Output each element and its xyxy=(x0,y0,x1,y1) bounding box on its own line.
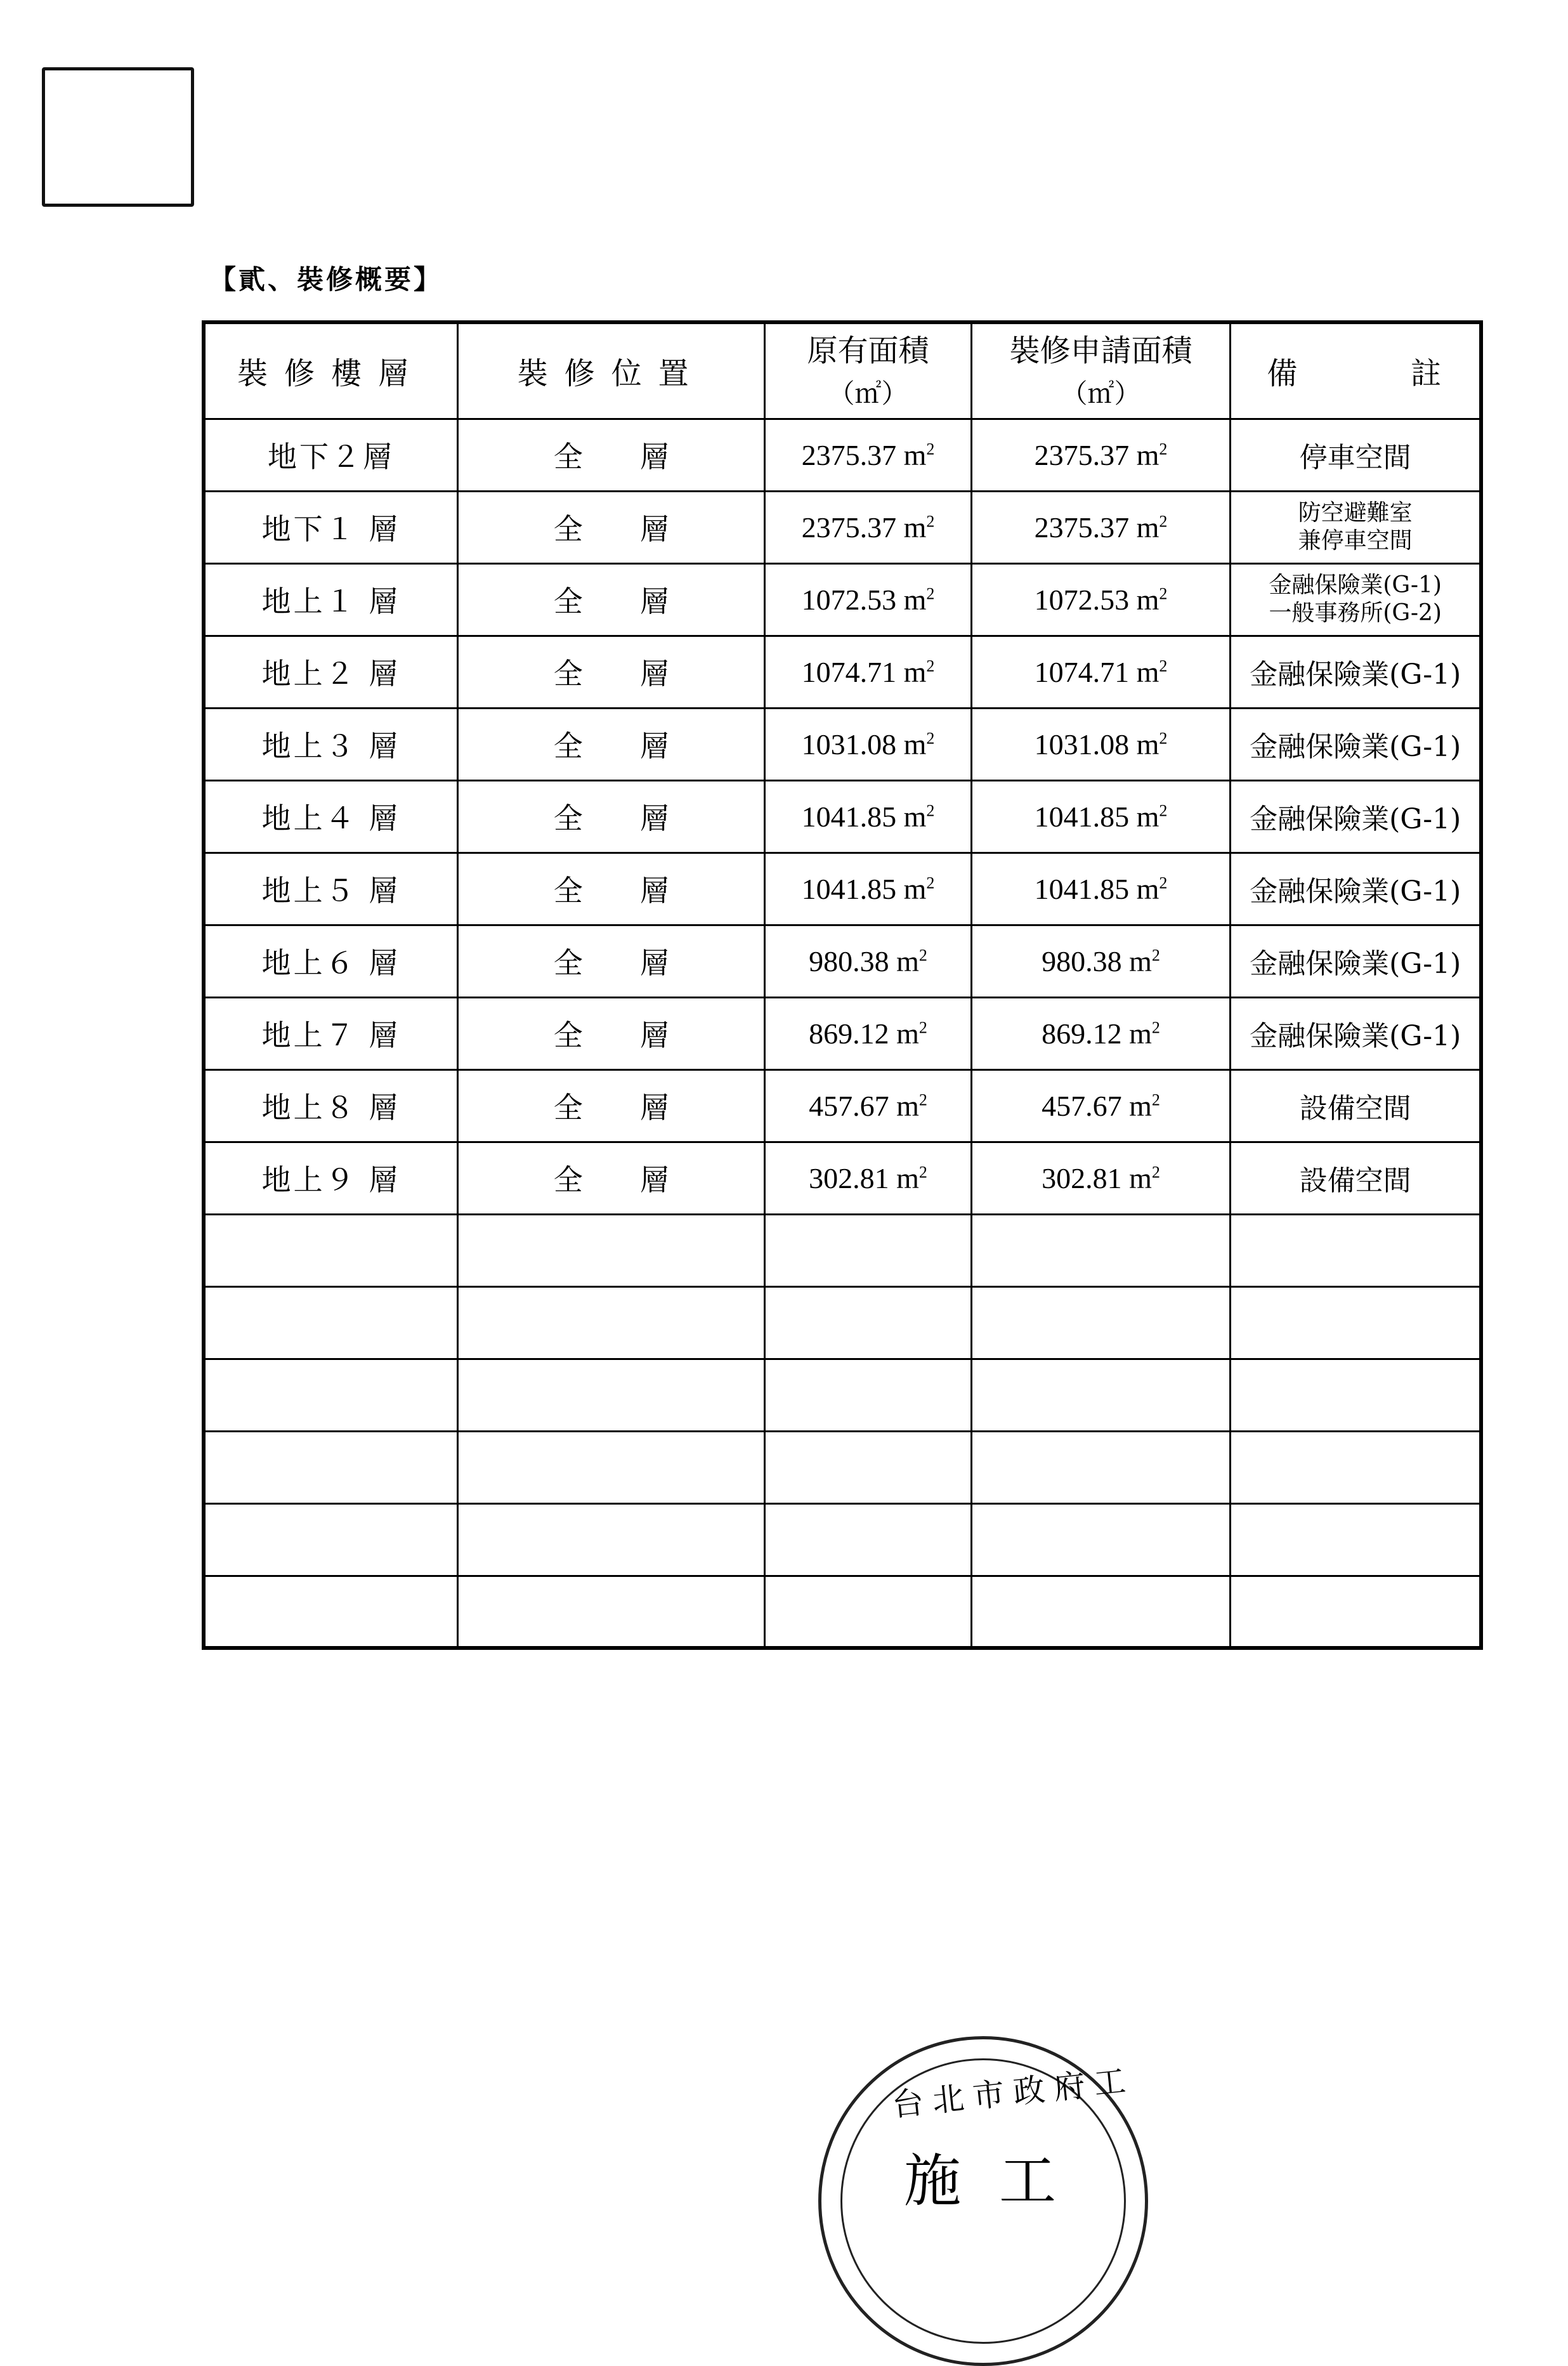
position-text xyxy=(459,723,764,765)
cell-position xyxy=(457,1431,765,1503)
applied-area-value: 2375.37 m xyxy=(1034,511,1160,544)
position-text xyxy=(459,578,764,620)
cell-floor xyxy=(204,1286,457,1359)
cell-note xyxy=(1231,1576,1481,1648)
cell-note xyxy=(1231,1069,1481,1142)
cell-floor xyxy=(204,563,457,636)
cell-position xyxy=(457,708,765,780)
original-area-value: 869.12 m xyxy=(809,1017,919,1050)
note-text: 停車空間 xyxy=(1299,441,1411,474)
applied-area-value: 1031.08 m xyxy=(1034,728,1160,761)
cell-floor xyxy=(204,1503,457,1576)
cell-original-area xyxy=(765,997,971,1069)
floor-text: 地下１ 層 xyxy=(261,512,401,546)
position-text xyxy=(459,506,764,548)
table-row xyxy=(204,1069,1481,1142)
area-superscript: 2 xyxy=(1159,657,1168,676)
area-superscript: 2 xyxy=(1159,440,1168,459)
position-char: 層 xyxy=(639,657,669,691)
floor-text: 地上６ 層 xyxy=(261,946,401,980)
cell-applied-area xyxy=(971,563,1231,636)
area-superscript: 2 xyxy=(926,657,935,676)
floor-text: 地下２層 xyxy=(267,440,395,474)
cell-floor xyxy=(204,925,457,997)
cell-original-area xyxy=(765,1359,971,1431)
cell-floor xyxy=(204,1576,457,1648)
applied-area-value: 1041.85 m xyxy=(1034,800,1160,833)
applied-area-value: 869.12 m xyxy=(1042,1017,1152,1050)
position-text xyxy=(459,868,764,910)
cell-note xyxy=(1231,1214,1481,1286)
position-text xyxy=(459,940,764,982)
original-area-value: 980.38 m xyxy=(809,944,919,977)
position-char: 全 xyxy=(553,729,583,763)
cell-applied-area xyxy=(971,1214,1231,1286)
area-superscript: 2 xyxy=(1151,1090,1160,1109)
table-row-empty xyxy=(204,1431,1481,1503)
table-row-empty xyxy=(204,1286,1481,1359)
cell-applied-area xyxy=(971,419,1231,491)
area-superscript: 2 xyxy=(926,584,935,603)
cell-floor xyxy=(204,1359,457,1431)
cell-note xyxy=(1231,1286,1481,1359)
area-superscript: 2 xyxy=(1151,1018,1160,1037)
original-area-value: 1072.53 m xyxy=(801,583,927,616)
seal-inner-text: 施工 xyxy=(904,2148,1094,2214)
area-superscript: 2 xyxy=(1159,729,1168,748)
note-text: 金融保險業(G-1) xyxy=(1250,875,1461,908)
applied-area-value: 1074.71 m xyxy=(1034,655,1160,688)
area-superscript: 2 xyxy=(918,1018,927,1037)
cell-note xyxy=(1231,1142,1481,1214)
cell-floor xyxy=(204,419,457,491)
table-row xyxy=(204,780,1481,853)
cell-note xyxy=(1231,997,1481,1069)
cell-applied-area xyxy=(971,491,1231,563)
position-char: 全 xyxy=(553,657,583,691)
original-area-value: 457.67 m xyxy=(809,1089,919,1122)
cell-floor xyxy=(204,780,457,853)
cell-position xyxy=(457,419,765,491)
table-row xyxy=(204,708,1481,780)
note-text: 金融保險業(G-1) xyxy=(1250,948,1461,980)
seal-char xyxy=(118,77,185,137)
cell-original-area xyxy=(765,1286,971,1359)
floor-text: 地上７ 層 xyxy=(261,1018,401,1052)
cell-floor xyxy=(204,1214,457,1286)
stamp-seal-top xyxy=(42,67,194,207)
position-text xyxy=(459,795,764,837)
note-text: 設備空間 xyxy=(1299,1165,1411,1197)
table-row-empty xyxy=(204,1503,1481,1576)
stamp-seal-bottom xyxy=(818,2036,1148,2366)
seal-char xyxy=(118,137,185,197)
cell-applied-area xyxy=(971,708,1231,780)
cell-applied-area xyxy=(971,925,1231,997)
cell-original-area xyxy=(765,419,971,491)
cell-applied-area xyxy=(971,1359,1231,1431)
area-superscript: 2 xyxy=(1159,873,1168,892)
cell-applied-area xyxy=(971,1576,1231,1648)
original-area-value: 1041.85 m xyxy=(801,872,927,905)
cell-applied-area xyxy=(971,997,1231,1069)
applied-area-value: 457.67 m xyxy=(1042,1089,1152,1122)
area-superscript: 2 xyxy=(1159,801,1168,820)
cell-note xyxy=(1231,853,1481,925)
table-row xyxy=(204,1142,1481,1214)
position-text xyxy=(459,1085,764,1127)
note-text: 金融保險業(G-1) xyxy=(1250,658,1461,691)
cell-note xyxy=(1231,563,1481,636)
original-area-value: 2375.37 m xyxy=(801,438,927,471)
area-superscript: 2 xyxy=(926,440,935,459)
cell-floor xyxy=(204,1431,457,1503)
cell-position xyxy=(457,1069,765,1142)
cell-position xyxy=(457,925,765,997)
cell-note xyxy=(1231,1359,1481,1431)
note-text-line2: 一般事務所(G-2) xyxy=(1269,600,1442,626)
note-text: 設備空間 xyxy=(1299,1092,1411,1125)
cell-original-area xyxy=(765,925,971,997)
cell-applied-area xyxy=(971,780,1231,853)
cell-floor xyxy=(204,1142,457,1214)
area-superscript: 2 xyxy=(926,729,935,748)
position-char: 全 xyxy=(553,1090,583,1125)
cell-note xyxy=(1231,419,1481,491)
table-row xyxy=(204,563,1481,636)
cell-original-area xyxy=(765,491,971,563)
cell-note xyxy=(1231,491,1481,563)
cell-position xyxy=(457,780,765,853)
cell-applied-area xyxy=(971,1069,1231,1142)
original-area-value: 1041.85 m xyxy=(801,800,927,833)
position-char: 層 xyxy=(639,1090,669,1125)
position-text xyxy=(459,434,764,476)
applied-area-value: 2375.37 m xyxy=(1034,438,1160,471)
floor-text: 地上１ 層 xyxy=(261,584,401,618)
cell-applied-area xyxy=(971,1142,1231,1214)
area-superscript: 2 xyxy=(1151,1163,1160,1182)
seal-char xyxy=(51,77,118,137)
table-row xyxy=(204,636,1481,708)
cell-floor xyxy=(204,1069,457,1142)
header-note: 備 註 xyxy=(1231,322,1481,419)
original-area-value: 1074.71 m xyxy=(801,655,927,688)
position-char: 全 xyxy=(553,946,583,980)
cell-position xyxy=(457,563,765,636)
cell-original-area xyxy=(765,1069,971,1142)
position-char: 層 xyxy=(639,946,669,980)
table-header-row xyxy=(204,322,1481,419)
seal-char xyxy=(51,137,118,197)
note-text: 防空避難室 xyxy=(1298,500,1413,526)
cell-original-area xyxy=(765,853,971,925)
area-superscript: 2 xyxy=(926,801,935,820)
position-char: 全 xyxy=(553,512,583,546)
position-char: 層 xyxy=(639,729,669,763)
cell-position xyxy=(457,1142,765,1214)
note-text: 金融保險業(G-1) xyxy=(1250,1020,1461,1052)
position-text xyxy=(459,651,764,693)
cell-note xyxy=(1231,636,1481,708)
area-superscript: 2 xyxy=(926,873,935,892)
position-char: 層 xyxy=(639,440,669,474)
position-char: 層 xyxy=(639,1163,669,1197)
position-char: 層 xyxy=(639,1018,669,1052)
floor-text: 地上３ 層 xyxy=(261,729,401,763)
note-text-line2: 兼停車空間 xyxy=(1298,528,1413,554)
header-position: 裝修位置 xyxy=(457,322,765,419)
area-superscript: 2 xyxy=(926,512,935,531)
table-row xyxy=(204,997,1481,1069)
position-char: 層 xyxy=(639,512,669,546)
cell-note xyxy=(1231,780,1481,853)
floor-text: 地上５ 層 xyxy=(261,873,401,908)
note-text: 金融保險業(G-1) xyxy=(1269,572,1442,598)
cell-position xyxy=(457,636,765,708)
cell-floor xyxy=(204,636,457,708)
cell-note xyxy=(1231,1503,1481,1576)
applied-area-value: 980.38 m xyxy=(1042,944,1152,977)
cell-floor xyxy=(204,491,457,563)
position-char: 全 xyxy=(553,873,583,908)
applied-area-value: 302.81 m xyxy=(1042,1161,1152,1194)
table-row xyxy=(204,491,1481,563)
table-row-empty xyxy=(204,1359,1481,1431)
cell-position xyxy=(457,1503,765,1576)
cell-floor xyxy=(204,853,457,925)
cell-position xyxy=(457,997,765,1069)
cell-position xyxy=(457,1576,765,1648)
area-superscript: 2 xyxy=(918,1163,927,1182)
cell-note xyxy=(1231,708,1481,780)
original-area-value: 2375.37 m xyxy=(801,511,927,544)
cell-original-area xyxy=(765,563,971,636)
position-char: 層 xyxy=(639,801,669,835)
original-area-value: 1031.08 m xyxy=(801,728,927,761)
cell-original-area xyxy=(765,1214,971,1286)
cell-original-area xyxy=(765,1142,971,1214)
cell-original-area xyxy=(765,1503,971,1576)
cell-position xyxy=(457,491,765,563)
note-text: 金融保險業(G-1) xyxy=(1250,803,1461,835)
header-applied-area: 裝修申請面積 （㎡） xyxy=(971,322,1231,419)
floor-text: 地上９ 層 xyxy=(261,1163,401,1197)
area-superscript: 2 xyxy=(1159,512,1168,531)
table-row xyxy=(204,853,1481,925)
area-superscript: 2 xyxy=(918,1090,927,1109)
applied-area-value: 1041.85 m xyxy=(1034,872,1160,905)
position-char: 全 xyxy=(553,1018,583,1052)
header-floor: 裝修樓層 xyxy=(204,322,457,419)
position-text xyxy=(459,1012,764,1054)
cell-note xyxy=(1231,925,1481,997)
position-char: 層 xyxy=(639,873,669,908)
position-char: 全 xyxy=(553,801,583,835)
cell-position xyxy=(457,1359,765,1431)
applied-area-value: 1072.53 m xyxy=(1034,583,1160,616)
cell-applied-area xyxy=(971,853,1231,925)
table-row-empty xyxy=(204,1214,1481,1286)
table-body xyxy=(204,419,1481,1648)
floor-text: 地上４ 層 xyxy=(261,801,401,835)
cell-original-area xyxy=(765,1431,971,1503)
area-superscript: 2 xyxy=(918,946,927,965)
cell-note xyxy=(1231,1431,1481,1503)
table-row xyxy=(204,925,1481,997)
table-row-empty xyxy=(204,1576,1481,1648)
cell-floor xyxy=(204,708,457,780)
cell-original-area xyxy=(765,1576,971,1648)
floor-text: 地上８ 層 xyxy=(261,1090,401,1125)
cell-position xyxy=(457,1286,765,1359)
renovation-summary-table xyxy=(202,320,1483,1650)
floor-text: 地上２ 層 xyxy=(261,657,401,691)
cell-applied-area xyxy=(971,1503,1231,1576)
position-char: 全 xyxy=(553,440,583,474)
position-text xyxy=(459,1157,764,1199)
section-title: 【貳、裝修概要】 xyxy=(209,264,443,295)
cell-applied-area xyxy=(971,1431,1231,1503)
cell-original-area xyxy=(765,780,971,853)
original-area-value: 302.81 m xyxy=(809,1161,919,1194)
cell-floor xyxy=(204,997,457,1069)
seal-arc-text: 台北市政府工 xyxy=(890,2062,1137,2124)
cell-applied-area xyxy=(971,1286,1231,1359)
position-char: 層 xyxy=(639,584,669,618)
position-char: 全 xyxy=(553,1163,583,1197)
cell-original-area xyxy=(765,708,971,780)
position-char: 全 xyxy=(553,584,583,618)
header-original-area: 原有面積 （㎡） xyxy=(765,322,971,419)
cell-position xyxy=(457,853,765,925)
table-row xyxy=(204,419,1481,491)
cell-position xyxy=(457,1214,765,1286)
note-text: 金融保險業(G-1) xyxy=(1250,731,1461,763)
cell-original-area xyxy=(765,636,971,708)
cell-applied-area xyxy=(971,636,1231,708)
area-superscript: 2 xyxy=(1151,946,1160,965)
area-superscript: 2 xyxy=(1159,584,1168,603)
